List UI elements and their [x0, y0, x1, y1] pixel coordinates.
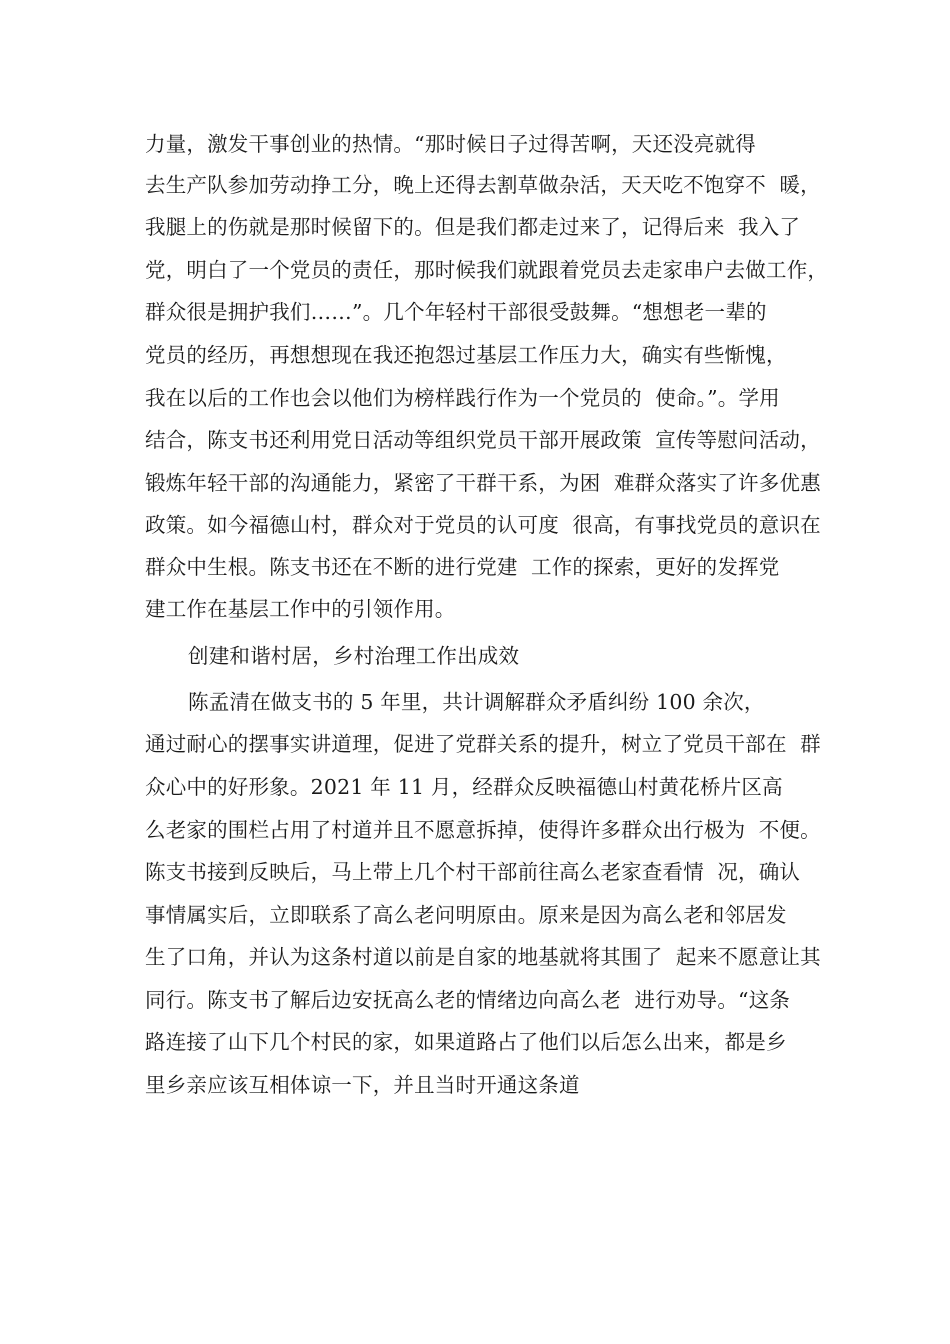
text-line: 建工作在基层工作中的引领作用。 — [145, 597, 456, 621]
text-line: 结合，陈支书还利用党日活动等组织党员干部开展政策 宣传等慰问活动， — [145, 428, 821, 452]
text-line: 通过耐心的摆事实讲道理，促进了党群关系的提升，树立了党员干部在 群 — [145, 732, 821, 756]
text-line: 我在以后的工作也会以他们为榜样践行作为一个党员的 使命。”。学用 — [145, 386, 780, 410]
text-line: 生了口角，并认为这条村道以前是自家的地基就将其围了 起来不愿意让其 — [145, 945, 821, 969]
text-line: 路连接了山下几个村民的家，如果道路占了他们以后怎么出来，都是乡 — [145, 1030, 787, 1054]
text-line: 我腿上的伤就是那时候留下的。但是我们都走过来了，记得后来 我入了 — [145, 215, 801, 239]
text-line: 里乡亲应该互相体谅一下，并且当时开通这条道 — [145, 1073, 580, 1097]
text-line: 群众很是拥护我们……”。几个年轻村干部很受鼓舞。“想想老一辈的 — [145, 300, 767, 324]
text-line: 群众中生根。陈支书还在不断的进行党建 工作的探索，更好的发挥党 — [145, 555, 780, 579]
section-heading: 创建和谐村居，乡村治理工作出成效 — [188, 644, 520, 668]
text-line: 去生产队参加劳动挣工分，晚上还得去割草做杂活，天天吃不饱穿不 暖， — [145, 173, 821, 197]
text-line: 党员的经历，再想想现在我还抱怨过基层工作压力大，确实有些惭愧， — [145, 343, 787, 367]
text-line: 锻炼年轻干部的沟通能力，紧密了干群干系，为困 难群众落实了许多优惠 — [145, 471, 821, 495]
text-line: 事情属实后，立即联系了高么老问明原由。原来是因为高么老和邻居发 — [145, 903, 787, 927]
paragraph-first-line: 陈孟清在做支书的 5 年里，共计调解群众矛盾纠纷 100 余次， — [188, 690, 765, 714]
text-line: 么老家的围栏占用了村道并且不愿意拆掉，使得许多群众出行极为 不便。 — [145, 818, 821, 842]
text-line: 同行。陈支书了解后边安抚高么老的情绪边向高么老 进行劝导。“这条 — [145, 988, 791, 1012]
text-line: 党，明白了一个党员的责任，那时候我们就跟着党员去走家串户去做工作， — [145, 258, 829, 282]
text-line: 陈支书接到反映后，马上带上几个村干部前往高么老家查看情 况，确认 — [145, 860, 801, 884]
text-line: 众心中的好形象。2021 年 11 月，经群众反映福德山村黄花桥片区高 — [145, 775, 783, 799]
text-line: 政策。如今福德山村，群众对于党员的认可度 很高，有事找党员的意识在 — [145, 513, 821, 537]
text-line: 力量，激发干事创业的热情。“那时候日子过得苦啊，天还没亮就得 — [145, 132, 756, 156]
